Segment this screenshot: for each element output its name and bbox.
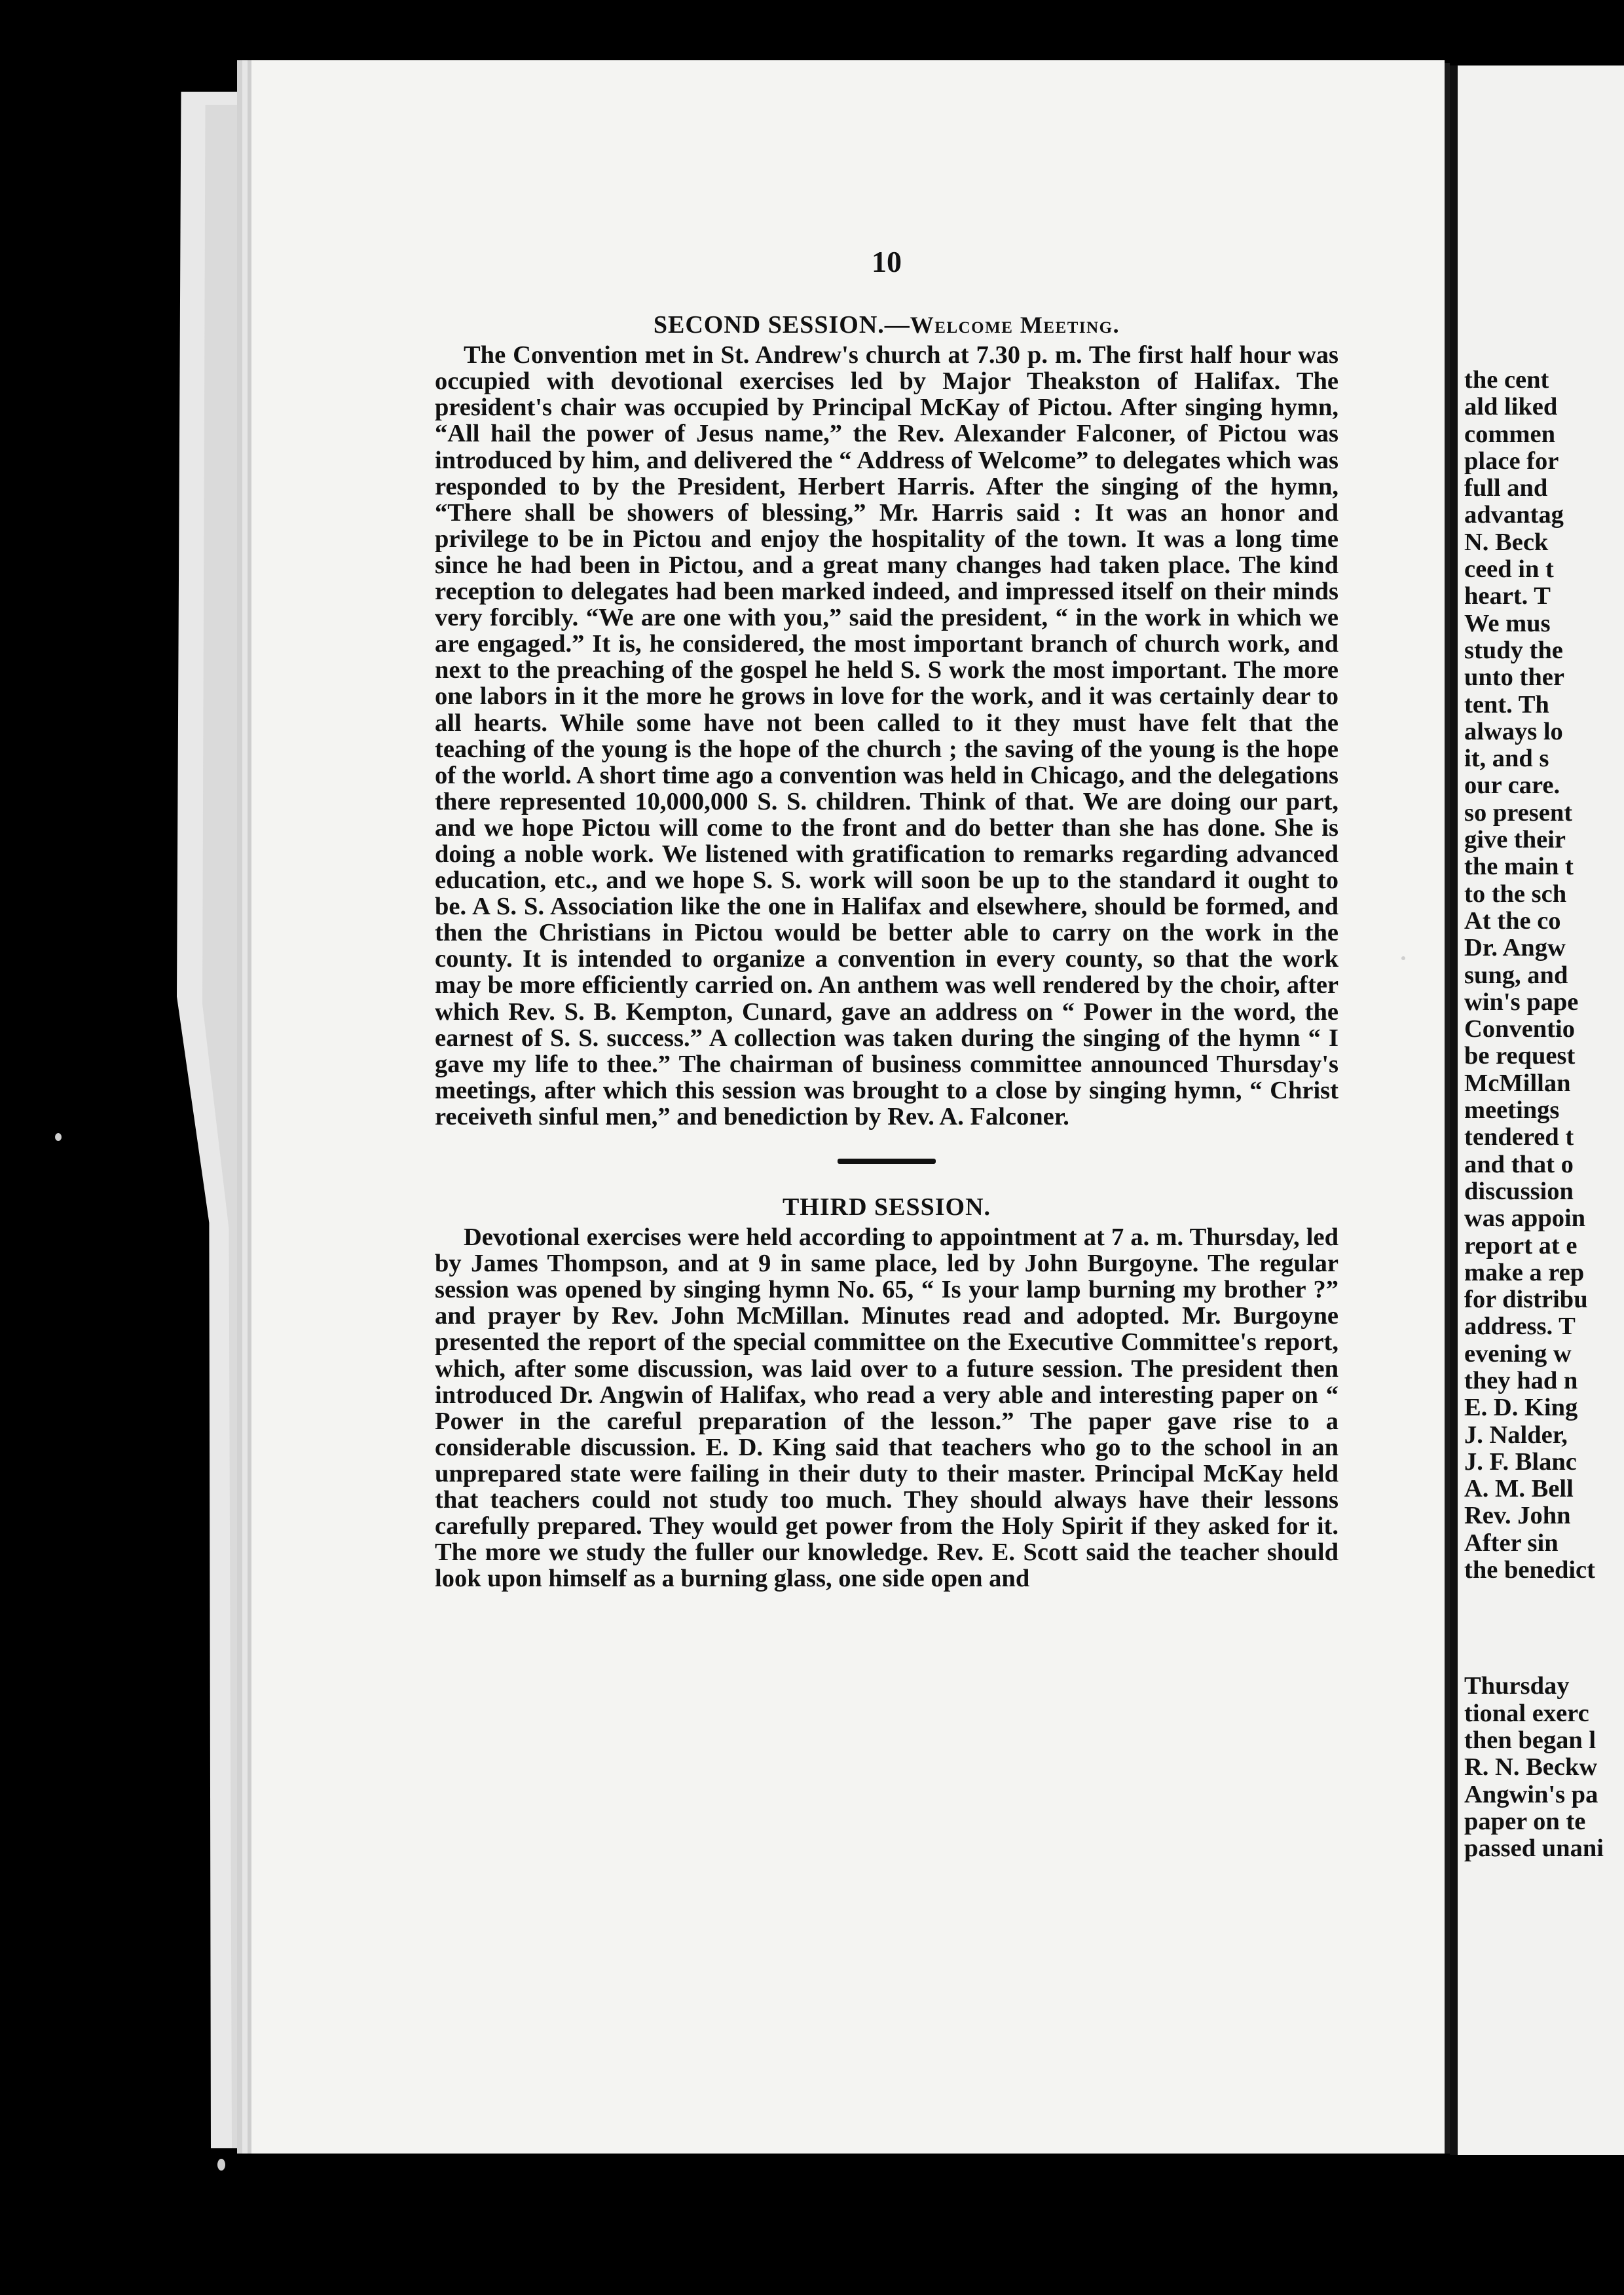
right-page-line: After sin [1464, 1529, 1559, 1557]
right-page-line: the benedict [1464, 1556, 1595, 1584]
right-page-line: ald liked [1464, 393, 1558, 421]
right-page-line: passed unani [1464, 1835, 1604, 1863]
right-page-line: Dr. Angw [1464, 934, 1566, 962]
right-page-line: E. D. King [1464, 1394, 1578, 1422]
right-lines-group-a [1464, 367, 1624, 1584]
right-page-line: give their [1464, 826, 1566, 854]
right-page-line: they had n [1464, 1366, 1578, 1394]
right-lines-group-b [1464, 1673, 1624, 1862]
paragraph-second-session: The Convention met in St. Andrew's church at 7.30 p. m. The first half hour was occupied with devotional exercises led by Major Theakston of Halifax. The president's chair was occupied by Principal McKay of Pictou. After singing hymn, “All hail the power of Jesus name,” the Rev. Alexander Falconer, of Pictou was introduced by him, and delivered the “ Address of Welcome” to delegates which was responded to by the President, Herbert Harris. After the singing of the hymn, “There shall be showers of blessing,” Mr. Harris said : It was an honor and privilege to be in Pictou and enjoy the hospitality of the town. It was a long time since he had been in Pictou, and a great many changes had taken place. The kind reception to delegates had been marked indeed, and impressed itself on their minds very forcibly. “We are one with you,” said the president, “ in the work in which we are engaged.” It is, he considered, the most important branch of church work, and next to the preaching of the gospel he held S. S work the most important. The more one labors in it the more he grows in love for the work, and it was certainly dear to all hearts. While some have not been called to it they must have felt that the teaching of the young is the hope of the church ; the saving of the young is the hope of the world. A short time ago a convention was held in Chicago, and the delegations there represented 10,000,000 S. S. children. Think of that. We are doing our part, and we hope Pictou will come to the front and do better than she has done. She is doing a noble work. We listened with gratification to remarks regarding advanced education, etc., and we hope S. S. work will soon be up to the standard it ought to be. A S. S. Association like the one in Halifax and elsewhere, should be formed, and then the Christians in Pictou would be better able to carry on the work in the county. It is intended to organize a convention in every county, so that the work may be more efficiently carried on. An anthem was well rendered by the choir, after which Rev. S. B. Kempton, Cunard, gave an address on “ Power in the word, the earnest of S. S. success.” A collection was taken during the singing of the hymn “ I gave my life to thee.” The chairman of business committee announced Thursday's meetings, after which this session was brought to a close by singing hymn, “ Christ receiveth sinful men,” and benediction by Rev. A. Falconer. [435, 341, 1338, 1130]
right-page-line: We mus [1464, 609, 1551, 637]
right-page-line: it, and s [1464, 745, 1549, 773]
right-page-line: then began l [1464, 1726, 1596, 1754]
right-page-line: A. M. Bell [1464, 1475, 1574, 1503]
right-page-line: to the sch [1464, 880, 1567, 908]
right-page-line: report at e [1464, 1231, 1578, 1259]
right-page-line: heart. T [1464, 582, 1551, 610]
paragraph-third-session: Devotional exercises were held according to appointment at 7 a. m. Thursday, led by James Thompson, and at 9 in same place, led by John Burgoyne. The regular session was opened by singing hymn No. 65, “ Is your lamp burning my brother ?” and prayer by Rev. John McMillan. Minutes read and adopted. Mr. Burgoyne presented the report of the special committee on the Executive Committee's report, which, after some discussion, was laid over to a future session. The president then introduced Dr. Angwin of Halifax, who read a very able and interesting paper on “ Power in the careful preparation of the lesson.” The paper gave rise to a considerable discussion. E. D. King said that teachers who go to the school in an unprepared state were failing in their duty to their master. Principal McKay held that teachers could not study too much. They should always have their lessons carefully prepared. They would get power from the Holy Spirit if they asked for it. The more we study the fuller our knowledge. Rev. E. Scott said the teacher should look upon himself as a burning glass, one side open and [435, 1223, 1338, 1593]
right-page-line: At the co [1464, 906, 1561, 935]
right-page-line: tent. Th [1464, 690, 1549, 718]
right-page-line: Thursday [1464, 1672, 1570, 1700]
right-page-line: commen [1464, 420, 1555, 448]
right-page-line: so present [1464, 798, 1573, 827]
right-page-line: win's pape [1464, 988, 1579, 1016]
right-page-line: always lo [1464, 717, 1563, 745]
right-page-line: Rev. John [1464, 1502, 1571, 1530]
right-page-line: full and [1464, 474, 1548, 502]
right-page-line: tendered t [1464, 1123, 1574, 1151]
right-page-line: N. Beck [1464, 528, 1549, 556]
right-page-line: our care. [1464, 772, 1560, 800]
right-page-line: R. N. Beckw [1464, 1753, 1598, 1782]
page-text-column [435, 245, 1338, 1593]
right-page-line: advantag [1464, 501, 1564, 529]
dust-speck [55, 1133, 62, 1141]
right-page-line: for distribu [1464, 1286, 1588, 1314]
right-page-line: make a rep [1464, 1258, 1585, 1286]
right-page-line: Conventio [1464, 1015, 1575, 1043]
right-page-line: J. Nalder, [1464, 1421, 1568, 1449]
section-divider [838, 1159, 936, 1164]
right-page-line: address. T [1464, 1313, 1576, 1341]
right-page-line: place for [1464, 447, 1559, 475]
right-page-line: discussion [1464, 1177, 1574, 1205]
section-heading-second-session [435, 312, 1338, 338]
right-page-line: evening w [1464, 1339, 1572, 1368]
right-page-line: paper on te [1464, 1807, 1586, 1835]
right-page-line: sung, and [1464, 961, 1568, 989]
right-page-line: study the [1464, 636, 1563, 664]
right-page-line: and that o [1464, 1150, 1574, 1178]
section-heading-third-session: THIRD SESSION. [782, 1193, 991, 1221]
right-page-line: was appoin [1464, 1204, 1586, 1233]
right-page-line: tional exerc [1464, 1699, 1589, 1727]
right-page-line: meetings [1464, 1096, 1560, 1125]
right-spacer [1464, 1584, 1624, 1673]
right-page-text [1464, 367, 1624, 1862]
right-page-line: be request [1464, 1042, 1576, 1070]
dust-speck [1401, 956, 1405, 960]
dust-speck [217, 2159, 225, 2171]
right-page-line: the cent [1464, 366, 1549, 394]
right-page-line: McMillan [1464, 1069, 1571, 1097]
heading-sub: Welcome Meeting. [910, 312, 1120, 339]
right-page-line: unto ther [1464, 663, 1564, 692]
heading-main: SECOND SESSION.— [653, 311, 910, 339]
right-page-line: ceed in t [1464, 555, 1554, 584]
page-number: 10 [872, 245, 902, 278]
right-page-line: Angwin's pa [1464, 1780, 1598, 1808]
right-page-line: J. F. Blanc [1464, 1447, 1577, 1476]
right-page-line: the main t [1464, 853, 1574, 881]
page-gutter [1445, 63, 1450, 2154]
